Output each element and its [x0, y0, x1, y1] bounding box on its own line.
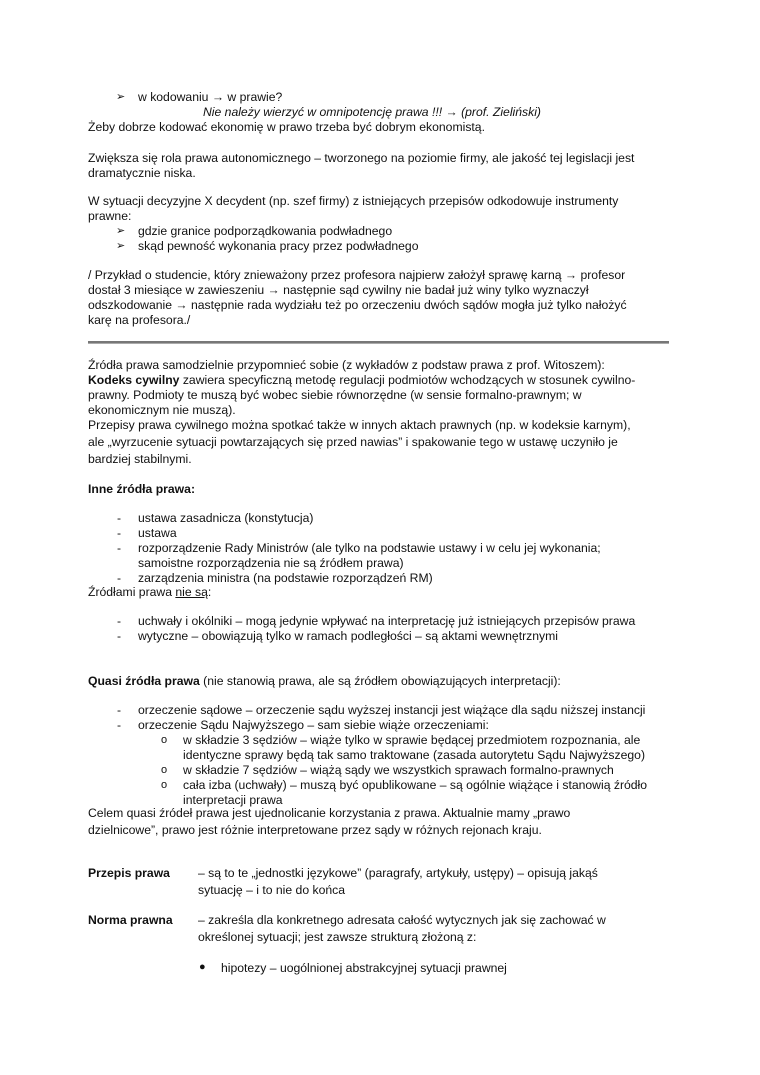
hipotezy-item: hipotezy – uogólnionej abstrakcyjnej sytuacji prawnej — [221, 961, 507, 975]
circle-bullet-icon: o — [161, 734, 168, 746]
dash-bullet: - — [117, 718, 122, 732]
dash-bullet: - — [117, 614, 122, 628]
quasi-item: orzeczenie sądowe – orzeczenie sądu wyższej instancji jest wiążące dla sądu niższej instancji — [138, 703, 646, 717]
norma-def-line1: – zakreśla dla konkretnego adresata całość wytycznych jak się zachować w — [198, 913, 606, 927]
arrow-bullet-icon: ➢ — [116, 91, 126, 103]
nie-item: uchwały i okólniki – mogą jedynie wpływać na interpretację już istniejących przepisów prawa — [138, 614, 636, 628]
section-divider — [88, 341, 669, 344]
arrow-bullet-icon: ➢ — [116, 225, 126, 237]
paragraph-autonom-line2: dramatycznie niska. — [88, 166, 196, 180]
nie-sa-prefix: Źródłami prawa — [88, 585, 176, 599]
przyklad-line4: karę na profesora./ — [88, 313, 191, 327]
nie-sa-line — [88, 585, 211, 600]
przyklad-line2: dostał 3 miesiące w zawieszeniu → następnie sąd cywilny nie badał już winy tylko wyznaczył — [88, 283, 589, 297]
kodeks-line1 — [88, 373, 635, 388]
paragraph-sytuacji-line2: prawne: — [88, 209, 132, 223]
bullet-item: skąd pewność wykonania pracy przez podwładnego — [138, 239, 419, 253]
circle-bullet-icon: o — [161, 764, 168, 776]
nie-sa-underlined: nie są — [175, 585, 208, 599]
bullet-kodowanie: w kodowaniu → w prawie? — [138, 90, 283, 104]
inne-item: rozporządzenie Rady Ministrów (ale tylko na podstawie ustawy i w celu jej wykonania; — [138, 541, 601, 555]
nie-sa-suffix: : — [207, 585, 212, 599]
line-ekonomista: Żeby dobrze kodować ekonomię w prawo trzeba być dobrym ekonomistą. — [88, 120, 485, 134]
nie-item: wytyczne – obowiązują tylko w ramach podległości – są aktami wewnętrznymi — [138, 629, 558, 643]
inne-heading: Inne źródła prawa: — [88, 482, 195, 496]
przyklad-line3: odszkodowanie → następnie rada wydziału też po orzeczeniu dwóch sądów mogła już tylko nałożyć — [88, 298, 627, 312]
inne-item-cont: samoistne rozporządzenia nie są źródłem prawa) — [138, 556, 404, 570]
przepis-def-line1: – są to te „jednostki językowe” (paragrafy, artykuły, ustępy) – opisują jakąś — [198, 866, 598, 880]
przyklad-line1: / Przykład o studencie, który znieważony przez profesora najpierw założył sprawę karną → profesor — [88, 268, 626, 282]
inne-item: ustawa — [138, 526, 177, 540]
paragraph-autonom-line1: Zwiększa się rola prawa autonomicznego – tworzonego na poziomie firmy, ale jakość tej legislacji jest — [88, 151, 635, 165]
kodeks-line3: ekonomicznym nie muszą). — [88, 403, 236, 417]
przepisy-line2: ale „wyrzucenie sytuacji powtarzających się przed nawias” i spakowanie tego w ustawę uczyniło je — [88, 435, 618, 449]
przepisy-line3: bardziej stabilnymi. — [88, 452, 192, 466]
celem-line1: Celem quasi źródeł prawa jest ujednolicanie korzystania z prawa. Aktualnie mamy „prawo — [88, 806, 571, 820]
zrodla-line: Źródła prawa samodzielnie przypomnieć sobie (z wykładów z podstaw prawa z prof. Witoszem): — [88, 358, 605, 372]
quasi-heading-term: Quasi źródła prawa — [88, 674, 200, 688]
przepis-def-line2: sytuację – i to nie do końca — [198, 883, 346, 897]
quasi-heading — [88, 674, 561, 689]
circle-bullet-icon: o — [161, 779, 168, 791]
inne-item: zarządzenia ministra (na podstawie rozporządzeń RM) — [138, 571, 433, 585]
quasi-sub-item: w składzie 7 sędziów – wiążą sądy we wszystkich sprawach formalno-prawnych — [183, 763, 614, 777]
dash-bullet: - — [117, 629, 122, 643]
przepisy-line1: Przepisy prawa cywilnego można spotkać także w innych aktach prawnych (np. w kodeksie karnym), — [88, 418, 631, 432]
dash-bullet: - — [117, 511, 122, 525]
dash-bullet: - — [117, 541, 122, 555]
paragraph-sytuacji-line1: W sytuacji decyzyjne X decydent (np. szef firmy) z istniejących przepisów odkodowuje instrumenty — [88, 194, 619, 208]
norma-term: Norma prawna — [88, 913, 173, 927]
bullet-item: gdzie granice podporządkowania podwładnego — [138, 224, 393, 238]
celem-line2: dzielnicowe”, prawo jest różnie interpretowane przez sądy w różnych rejonach kraju. — [88, 823, 542, 837]
norma-def-line2: określonej sytuacji; jest zawsze strukturą złożoną z: — [198, 930, 477, 944]
dash-bullet: - — [117, 526, 122, 540]
quasi-item: orzeczenie Sądu Najwyższego – sam siebie wiąże orzeczeniami: — [138, 718, 489, 732]
quote-zielinski: Nie należy wierzyć w omnipotencję prawa !!! → (prof. Zieliński) — [203, 105, 541, 119]
kodeks-term: Kodeks cywilny — [88, 373, 180, 387]
inne-item: ustawa zasadnicza (konstytucja) — [138, 511, 314, 525]
dash-bullet: - — [117, 571, 122, 585]
kodeks-text: zawiera specyficzną metodę regulacji podmiotów wchodzących w stosunek cywilno- — [179, 373, 636, 387]
quasi-sub-item-cont: interpretacji prawa — [183, 793, 283, 807]
quasi-sub-item-cont: identyczne sprawy będą tak samo traktowane (zasada autorytetu Sądu Najwyższego) — [183, 748, 646, 762]
kodeks-line2: prawny. Podmioty te muszą być wobec siebie równorzędne (w sensie formalno-prawnym; w — [88, 388, 582, 402]
przepis-term: Przepis prawa — [88, 866, 170, 880]
quasi-sub-item: w składzie 3 sędziów – wiąże tylko w sprawie będącej przedmiotem rozpoznania, ale — [183, 733, 641, 747]
round-bullet-icon: ● — [199, 961, 206, 973]
quasi-heading-rest: (nie stanowią prawa, ale są źródłem obowiązujących interpretacji): — [199, 674, 561, 688]
arrow-bullet-icon: ➢ — [116, 240, 126, 252]
dash-bullet: - — [117, 703, 122, 717]
quasi-sub-item: cała izba (uchwały) – muszą być opublikowane – są ogólnie wiążące i stanowią źródło — [183, 778, 648, 792]
